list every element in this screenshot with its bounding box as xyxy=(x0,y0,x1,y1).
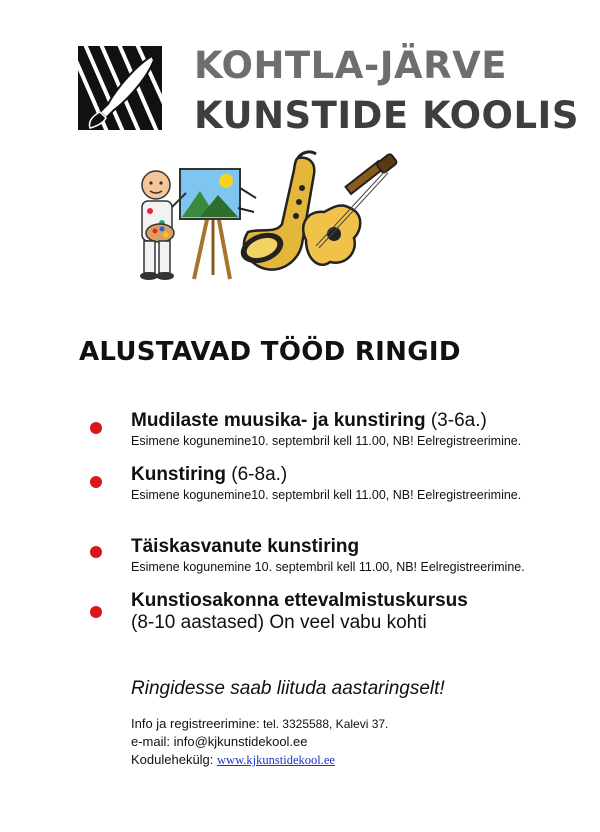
item-detail: (8-10 aastased) On veel vabu kohti xyxy=(131,612,427,633)
item-title: Kunstiosakonna ettevalmistuskursus xyxy=(131,590,468,611)
web-label: Kodulehekülg: xyxy=(131,752,218,767)
bullet-icon xyxy=(90,476,102,488)
bullet-icon xyxy=(90,606,102,618)
bullet-icon xyxy=(90,422,102,434)
contact-web-line xyxy=(131,752,335,768)
info-value: tel. 3325588, Kalevi 37. xyxy=(259,717,389,731)
contact-info-line xyxy=(131,716,388,731)
school-title-line1: KOHTLA-JÄRVE xyxy=(194,44,508,87)
info-label: Info ja registreerimine: xyxy=(131,716,260,731)
paintbrush-logo-icon xyxy=(78,46,162,130)
school-title-line2: KUNSTIDE KOOLIS xyxy=(194,94,579,137)
item-age: (3-6a.) xyxy=(425,410,487,431)
join-note: Ringidesse saab liituda aastaringselt! xyxy=(131,678,445,699)
contact-email: e-mail: info@kjkunstidekool.ee xyxy=(131,734,308,749)
saxophone-guitar-icon xyxy=(236,148,406,288)
item-age: (6-8a.) xyxy=(226,464,288,485)
website-link[interactable]: www.kjkunstidekool.ee xyxy=(217,753,335,767)
courses-heading: ALUSTAVAD TÖÖD RINGID xyxy=(79,337,461,367)
item-title: Kunstiring xyxy=(131,464,226,485)
item-title: Mudilaste muusika- ja kunstiring xyxy=(131,410,426,431)
bullet-icon xyxy=(90,546,102,558)
painter-at-easel-icon xyxy=(130,155,250,285)
item-title: Täiskasvanute kunstiring xyxy=(131,536,360,557)
item-detail: Esimene kogunemine 10. septembril kell 11.00, NB! Eelregistreerimine. xyxy=(131,560,525,574)
item-detail: Esimene kogunemine10. septembril kell 11.00, NB! Eelregistreerimine. xyxy=(131,488,522,502)
item-detail: Esimene kogunemine10. septembril kell 11.00, NB! Eelregistreerimine. xyxy=(131,434,522,448)
